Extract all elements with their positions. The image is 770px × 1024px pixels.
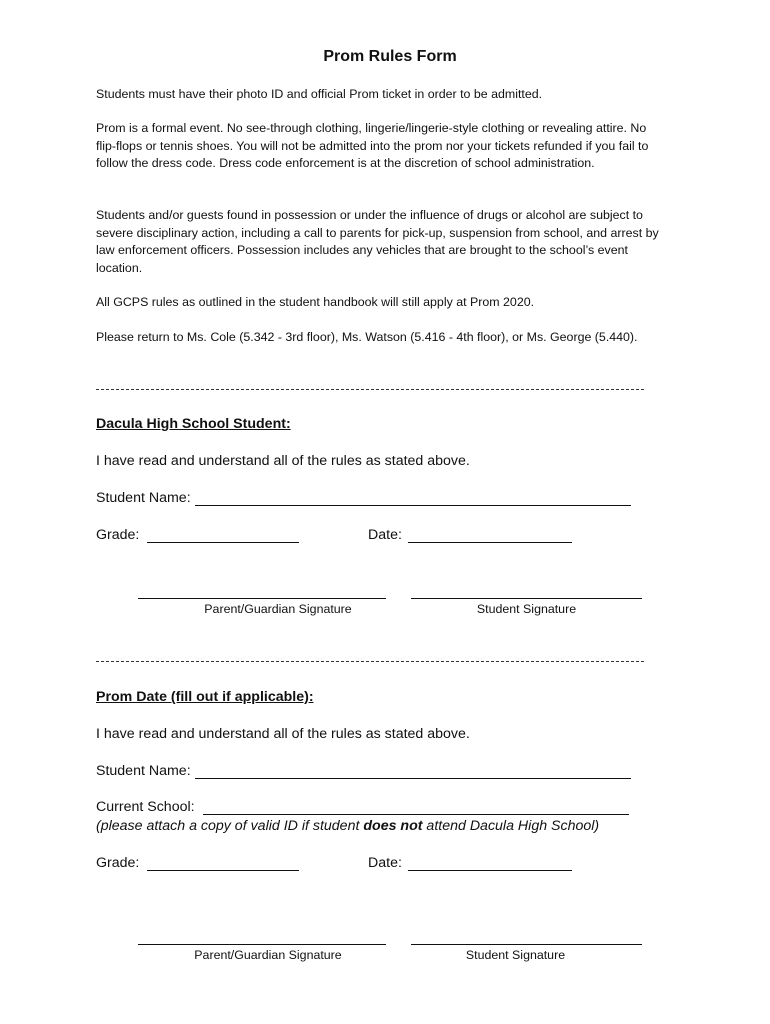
- date-student-signature-line[interactable]: [411, 944, 642, 945]
- student-name-line[interactable]: [195, 491, 631, 506]
- rule-drugs-alcohol: Students and/or guests found in possession or under the influence of drugs or alcohol are subject to severe disciplinary action, including a call to parents for pick-up, suspension from school, and arrest by law enforcement officers. Possession includes any vehicles that are brought to the school’s event location.: [96, 208, 659, 275]
- student-date-label: Date:: [368, 527, 402, 543]
- student-name-field[interactable]: [96, 490, 631, 506]
- student-signature-label: Student Signature: [476, 602, 577, 616]
- student-statement: I have read and understand all of the rules as stated above.: [96, 453, 470, 469]
- date-name-field[interactable]: [96, 763, 631, 779]
- id-note-prefix: (please attach a copy of valid ID if student: [96, 818, 364, 834]
- student-name-label: Student Name:: [96, 490, 191, 506]
- student-grade-line[interactable]: [147, 528, 299, 543]
- date-parent-signature-line[interactable]: [138, 944, 386, 945]
- student-grade-field[interactable]: [96, 527, 299, 543]
- student-date-field[interactable]: [368, 527, 572, 543]
- student-date-line[interactable]: [408, 528, 572, 543]
- id-note-emphasis: does not: [363, 818, 423, 834]
- student-parent-signature-line[interactable]: [138, 598, 386, 599]
- date-date-line[interactable]: [408, 856, 572, 871]
- date-name-line[interactable]: [195, 764, 631, 779]
- student-grade-label: Grade:: [96, 527, 140, 543]
- date-student-signature-label: Student Signature: [465, 948, 566, 962]
- id-note-suffix: attend Dacula High School): [422, 818, 600, 834]
- date-name-label: Student Name:: [96, 763, 191, 779]
- date-grade-line[interactable]: [147, 856, 299, 871]
- current-school-field[interactable]: [96, 799, 629, 815]
- rule-return-info: Please return to Ms. Cole (5.342 - 3rd floor), Ms. Watson (5.416 - 4th floor), or Ms. George (5.440).: [96, 330, 638, 344]
- current-school-label: Current School:: [96, 799, 195, 815]
- section-divider: [96, 389, 644, 390]
- date-grade-label: Grade:: [96, 855, 140, 871]
- section-divider: [96, 661, 644, 662]
- current-school-line[interactable]: [203, 800, 629, 815]
- student-signature-line[interactable]: [411, 598, 642, 599]
- date-grade-field[interactable]: [96, 855, 299, 871]
- rule-photo-id: Students must have their photo ID and official Prom ticket in order to be admitted.: [96, 87, 543, 101]
- id-note: [96, 818, 599, 834]
- rule-gcps: All GCPS rules as outlined in the student handbook will still apply at Prom 2020.: [96, 295, 535, 309]
- date-section-heading: Prom Date (fill out if applicable):: [96, 689, 314, 705]
- student-section-heading: Dacula High School Student:: [96, 416, 291, 432]
- date-parent-signature-label: Parent/Guardian Signature: [194, 948, 342, 962]
- rule-dress-code: Prom is a formal event. No see-through clothing, lingerie/lingerie-style clothing or revealing attire. No flip-flops or tennis shoes. You will not be admitted into the prom nor your tickets refunded if you fail to follow the dress code. Dress code enforcement is at the discretion of school administration.: [96, 121, 649, 170]
- student-parent-signature-label: Parent/Guardian Signature: [204, 602, 352, 616]
- page-title: Prom Rules Form: [323, 48, 457, 65]
- date-date-label: Date:: [368, 855, 402, 871]
- date-statement: I have read and understand all of the rules as stated above.: [96, 726, 470, 742]
- date-date-field[interactable]: [368, 855, 572, 871]
